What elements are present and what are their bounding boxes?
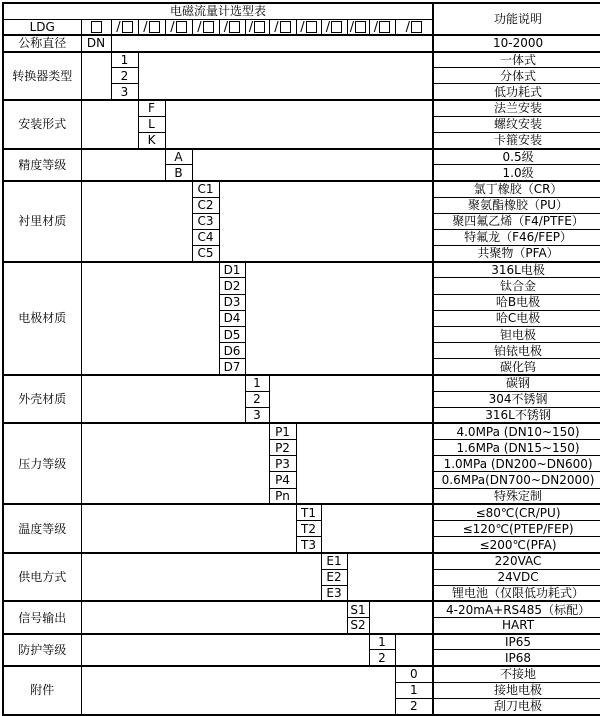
function-cell: 铂铱电极 [433, 343, 600, 359]
filler-cell [192, 149, 433, 181]
function-cell: 哈C电极 [433, 310, 600, 326]
function-cell: 316L不锈钢 [433, 407, 600, 423]
filler-cell [165, 100, 433, 149]
code-cell: D1 [219, 262, 245, 278]
group-label: 压力等级 [3, 423, 81, 504]
code-cell: E3 [321, 585, 347, 601]
function-cell: 1.0MPa (DN200~DN600) [433, 456, 600, 472]
function-cell: ≤120℃(PTEP/FEP) [433, 521, 600, 537]
code-cell: D6 [219, 343, 245, 359]
code-box-icon [355, 21, 366, 33]
filler-cell [347, 553, 433, 602]
group-label: 信号输出 [3, 601, 81, 633]
code-cell: L [138, 116, 165, 132]
function-cell: 氯丁橡胶（CR） [433, 181, 600, 197]
code-cell: S1 [347, 601, 369, 617]
table-row [3, 375, 600, 391]
function-cell: 304不锈钢 [433, 391, 600, 407]
function-cell: 1.6MPa (DN15~150) [433, 440, 600, 456]
filler-cell [81, 52, 111, 101]
function-cell: 4.0MPa (DN10~150) [433, 423, 600, 439]
model-code-slot [219, 19, 245, 35]
group-label: 温度等级 [3, 504, 81, 553]
code-cell: 1 [111, 52, 138, 68]
model-code-slot [347, 19, 369, 35]
slash-separator: / [405, 19, 410, 35]
code-cell: T3 [296, 537, 321, 553]
filler-cell [81, 666, 395, 715]
code-box-icon [229, 21, 240, 33]
filler-cell [81, 262, 219, 375]
function-cell: IP68 [433, 650, 600, 666]
function-cell: ≤80℃(CR/PU) [433, 504, 600, 520]
group-label: 衬里材质 [3, 181, 81, 262]
table-row [3, 634, 600, 650]
code-cell: C3 [192, 213, 219, 229]
model-code-slot [369, 19, 395, 35]
table-row [3, 553, 600, 569]
function-cell: 4-20mA+RS485（标配） [433, 601, 600, 617]
code-box-icon [91, 21, 102, 33]
group-label: 公称直径 [3, 35, 81, 51]
code-box-icon [176, 21, 187, 33]
model-code-slot [245, 19, 269, 35]
table-row [3, 666, 600, 682]
filler-cell [395, 634, 433, 666]
code-box-icon [122, 21, 133, 33]
filler-cell [81, 100, 138, 149]
function-cell: HART [433, 618, 600, 634]
function-cell: 法兰安装 [433, 100, 600, 116]
function-column-header: 功能说明 [433, 3, 600, 35]
table-row [3, 423, 600, 439]
group-label: 电极材质 [3, 262, 81, 375]
model-code-slot [395, 19, 433, 35]
table-row [3, 601, 600, 617]
function-cell: 0.6MPa(DN700~DN2000) [433, 472, 600, 488]
selection-table-body [3, 3, 600, 715]
function-cell: 特氟龙（F46/FEP） [433, 229, 600, 245]
group-label: 附件 [3, 666, 81, 715]
code-cell: C5 [192, 246, 219, 262]
table-title: 电磁流量计选型表 [3, 3, 433, 19]
code-cell: S2 [347, 618, 369, 634]
filler-cell [369, 601, 433, 633]
code-box-icon [254, 21, 265, 33]
group-label: 外壳材质 [3, 375, 81, 424]
code-cell: 2 [111, 68, 138, 84]
table-row [3, 181, 600, 197]
table-row [3, 100, 600, 116]
slash-separator: / [170, 19, 175, 35]
function-cell: 分体式 [433, 68, 600, 84]
table-row [3, 504, 600, 520]
slash-separator: / [197, 19, 202, 35]
code-box-icon [331, 21, 342, 33]
group-label: 安装形式 [3, 100, 81, 149]
code-cell: D2 [219, 278, 245, 294]
function-cell: 0.5级 [433, 149, 600, 165]
function-cell: 低功耗式 [433, 84, 600, 100]
code-cell: 0 [395, 666, 433, 682]
filler-cell [219, 181, 433, 262]
function-cell: 螺纹安装 [433, 116, 600, 132]
function-cell: 接地电极 [433, 682, 600, 698]
code-cell: 1 [369, 634, 395, 650]
code-cell: B [165, 165, 192, 181]
selection-table [2, 2, 600, 716]
function-cell: 316L电极 [433, 262, 600, 278]
slash-separator: / [248, 19, 254, 35]
code-box-icon [280, 21, 291, 33]
model-code-slot [111, 19, 138, 35]
title-row [3, 3, 600, 19]
code-cell: K [138, 132, 165, 148]
function-cell: 10-2000 [433, 35, 600, 51]
code-cell: 2 [245, 391, 269, 407]
code-cell: D7 [219, 359, 245, 375]
table-row [3, 35, 600, 51]
table-row [3, 52, 600, 68]
slash-separator: / [349, 19, 355, 35]
group-label: 供电方式 [3, 553, 81, 602]
filler-cell [81, 634, 369, 666]
filler-cell [296, 423, 433, 504]
table-row [3, 262, 600, 278]
filler-cell [81, 423, 269, 504]
filler-cell [81, 149, 165, 181]
function-cell: 特殊定制 [433, 488, 600, 504]
filler-cell [138, 52, 433, 101]
code-cell: T1 [296, 504, 321, 520]
code-cell: P4 [269, 472, 296, 488]
code-cell: D4 [219, 310, 245, 326]
code-cell: E2 [321, 569, 347, 585]
function-cell: ≤200℃(PFA) [433, 537, 600, 553]
function-cell: 聚氨酯橡胶（PU） [433, 197, 600, 213]
function-cell: 220VAC [433, 553, 600, 569]
code-cell: 2 [369, 650, 395, 666]
code-cell: C2 [192, 197, 219, 213]
code-cell: 2 [395, 698, 433, 714]
slash-separator: / [300, 19, 305, 35]
function-cell: 一体式 [433, 52, 600, 68]
function-cell: 碳钢 [433, 375, 600, 391]
code-cell: F [138, 100, 165, 116]
function-cell: IP65 [433, 634, 600, 650]
slash-separator: / [274, 19, 279, 35]
code-cell: Pn [269, 488, 296, 504]
slash-separator: / [373, 19, 379, 35]
code-cell: P2 [269, 440, 296, 456]
slash-separator: / [325, 19, 331, 35]
code-cell: P3 [269, 456, 296, 472]
function-cell: 24VDC [433, 569, 600, 585]
filler-cell [81, 553, 321, 602]
code-cell: 1 [395, 682, 433, 698]
code-box-icon [203, 21, 214, 33]
code-cell: 3 [111, 84, 138, 100]
group-label: 防护等级 [3, 634, 81, 666]
code-cell: DN [81, 35, 111, 51]
code-cell: C1 [192, 181, 219, 197]
code-cell: D5 [219, 326, 245, 342]
model-code-slot [321, 19, 347, 35]
slash-separator: / [223, 19, 229, 35]
function-cell: 刮刀电极 [433, 698, 600, 714]
function-cell: 聚四氟乙烯（F4/PTFE） [433, 213, 600, 229]
model-code-slot [81, 19, 111, 35]
function-cell: 哈B电极 [433, 294, 600, 310]
code-cell: 3 [245, 407, 269, 423]
function-cell: 不接地 [433, 666, 600, 682]
function-cell: 共聚物（PFA） [433, 246, 600, 262]
function-cell: 钛合金 [433, 278, 600, 294]
filler-cell [81, 375, 245, 424]
filler-cell [245, 262, 433, 375]
model-code-slot [165, 19, 192, 35]
function-cell: 锂电池（仅限低功耗式） [433, 585, 600, 601]
filler-cell [81, 601, 347, 633]
filler-cell [269, 375, 433, 424]
function-cell: 1.0级 [433, 165, 600, 181]
code-cell: P1 [269, 423, 296, 439]
code-cell: E1 [321, 553, 347, 569]
code-box-icon [411, 21, 422, 33]
filler-cell [81, 504, 296, 553]
table-row [3, 149, 600, 165]
code-cell: A [165, 149, 192, 165]
function-cell: 碳化钨 [433, 359, 600, 375]
slash-separator: / [116, 19, 121, 35]
model-code-slot [296, 19, 321, 35]
code-box-icon [306, 21, 317, 33]
function-cell: 卡箍安装 [433, 132, 600, 148]
code-cell: D3 [219, 294, 245, 310]
group-label: 精度等级 [3, 149, 81, 181]
model-code-slot [269, 19, 296, 35]
code-box-icon [379, 21, 390, 33]
code-cell: 1 [245, 375, 269, 391]
model-code-slot [192, 19, 219, 35]
group-label: 转换器类型 [3, 52, 81, 101]
filler-cell [81, 181, 192, 262]
model-code-slot [138, 19, 165, 35]
code-cell: C4 [192, 229, 219, 245]
slash-separator: / [143, 19, 148, 35]
code-cell: T2 [296, 521, 321, 537]
function-cell: 钽电极 [433, 326, 600, 342]
code-box-icon [149, 21, 160, 33]
filler-cell [111, 35, 433, 51]
model-prefix-label: LDG [3, 19, 81, 35]
filler-cell [321, 504, 433, 553]
